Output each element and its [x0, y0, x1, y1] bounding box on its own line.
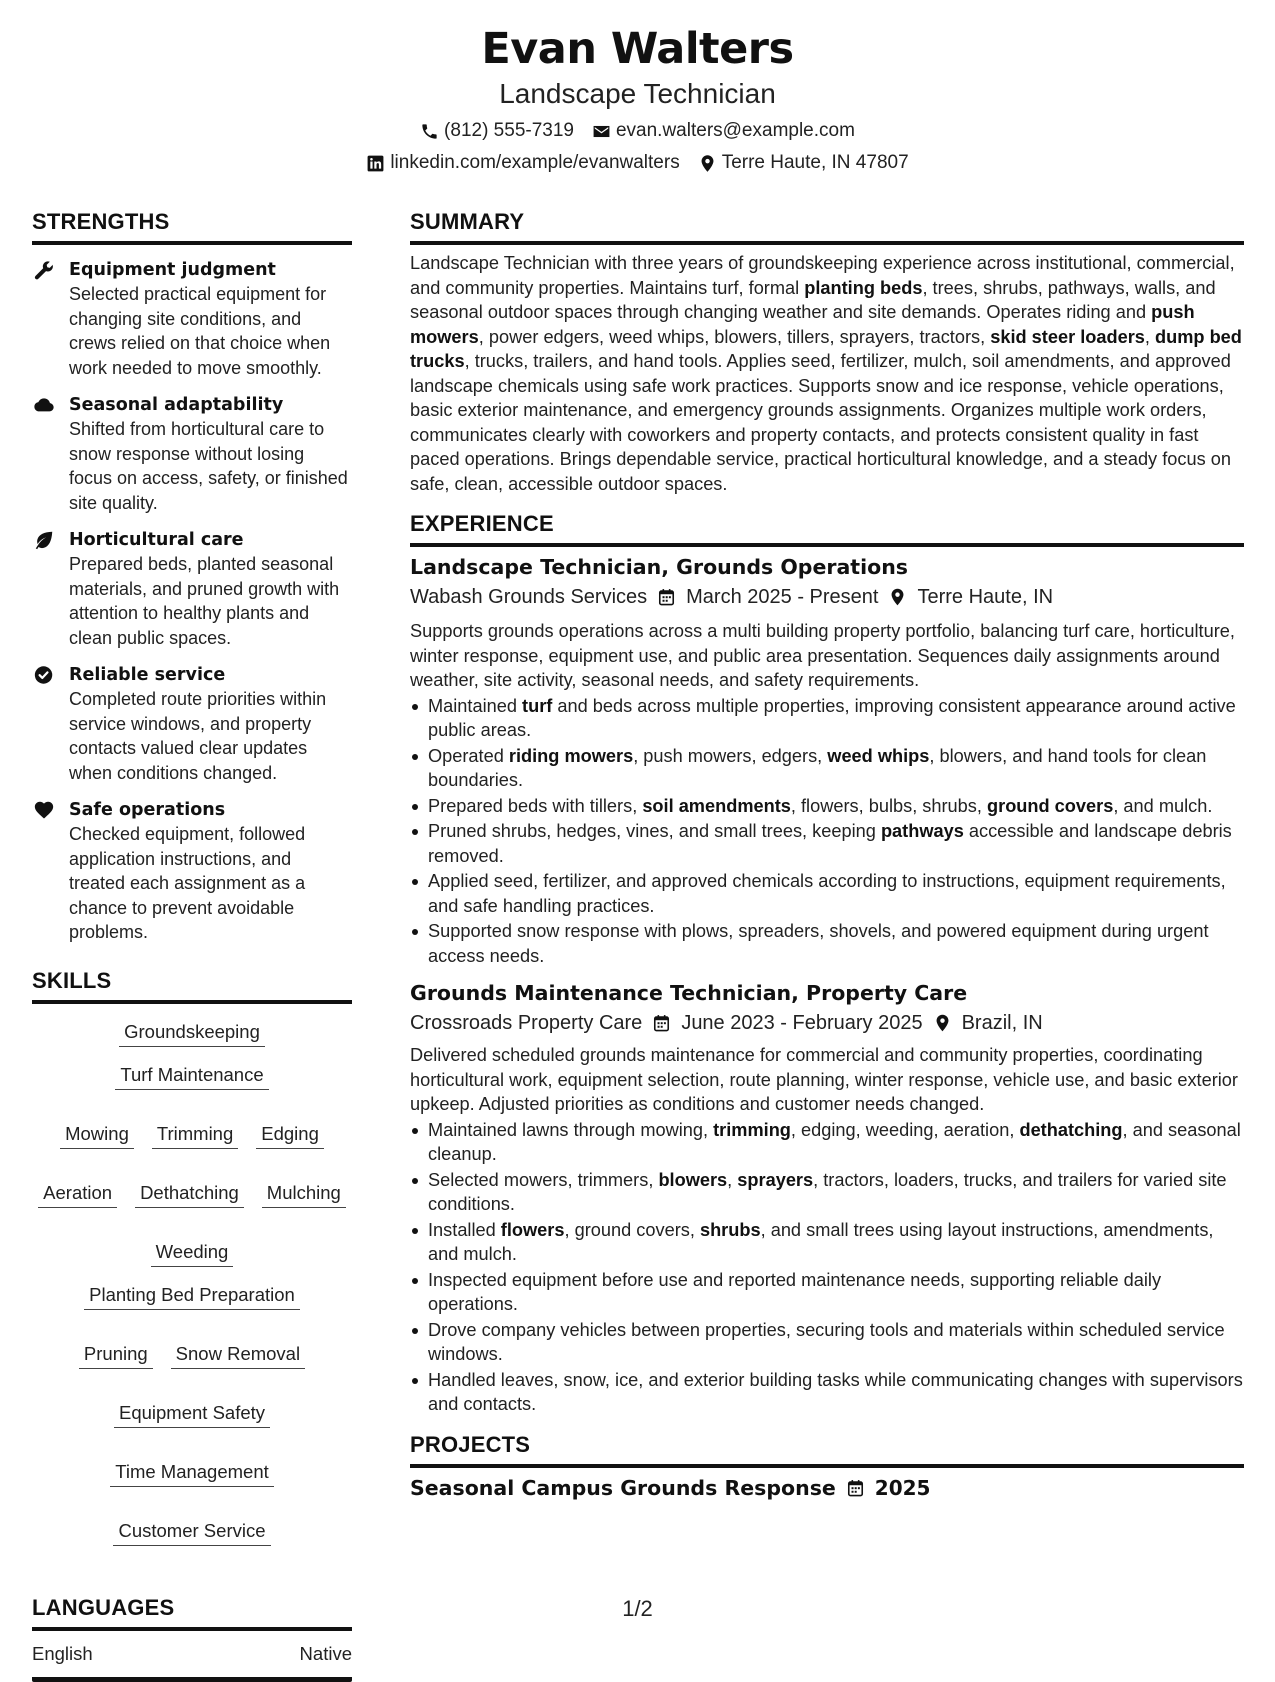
skill-tag: Snow Removal: [171, 1342, 305, 1369]
skill-tag: Pruning: [79, 1342, 153, 1369]
job-company: Wabash Grounds Services: [410, 586, 648, 608]
skill-tag: Mowing: [60, 1122, 134, 1149]
contact-row-2: [0, 151, 1275, 175]
map-pin-icon: [933, 1013, 952, 1033]
project-date: [846, 1474, 931, 1502]
job-bullet: Drove company vehicles between properties, securing tools and materials within scheduled service windows.: [410, 1318, 1244, 1367]
project-name: Seasonal Campus Grounds Response: [410, 1475, 836, 1500]
strength-body: [69, 663, 352, 785]
skills-list: [32, 1020, 352, 1546]
skill-tag: Groundskeeping: [119, 1020, 265, 1047]
strength-title: Reliable service: [69, 665, 226, 685]
job-location: [888, 583, 1053, 611]
phone-icon: [420, 122, 439, 141]
map-pin-icon: [888, 587, 907, 607]
job-bullet: Operated riding mowers, push mowers, edgers, weed whips, blowers, and hand tools for clean boundaries.: [410, 744, 1244, 793]
strength-desc: Completed route priorities within service windows, and property contacts valued clear updates when conditions changed.: [69, 689, 327, 783]
map-pin-icon: [698, 154, 717, 173]
calendar-icon: [652, 1013, 671, 1033]
location-contact: [698, 151, 909, 175]
job-dates-text: March 2025 - Present: [686, 586, 879, 608]
strength-item: [32, 528, 352, 650]
candidate-headline: Landscape Technician: [499, 78, 776, 109]
strengths-heading: STRENGTHS: [32, 208, 352, 245]
calendar-icon: [846, 1478, 865, 1498]
email-text: evan.walters@example.com: [615, 120, 855, 141]
job-bullet: Selected mowers, trimmers, blowers, sprayers, tractors, loaders, trucks, and trailers for varied site conditions.: [410, 1168, 1244, 1217]
envelope-icon: [592, 122, 611, 141]
strength-item: [32, 393, 352, 515]
project-year: 2025: [874, 1475, 931, 1500]
skill-tag: Turf Maintenance: [115, 1063, 268, 1090]
skills-heading: SKILLS: [32, 967, 352, 1004]
strength-desc: Prepared beds, planted seasonal materials, and pruned growth with attention to healthy plants and clean public spaces.: [69, 554, 340, 648]
job-dates-text: June 2023 - February 2025: [681, 1012, 923, 1034]
job-bullet: Prepared beds with tillers, soil amendments, flowers, bulbs, shrubs, ground covers, and mulch.: [410, 794, 1244, 819]
page-number: 1/2: [622, 1596, 653, 1621]
job-dates: [657, 583, 878, 611]
contact-row-1: [0, 119, 1275, 143]
strength-item: [32, 663, 352, 785]
job-title: Landscape Technician, Grounds Operations: [410, 555, 909, 579]
job-bullet: Inspected equipment before use and reported maintenance needs, supporting reliable daily operations.: [410, 1268, 1244, 1317]
resume-header: [0, 22, 1275, 175]
skills-section: [32, 967, 352, 1546]
skill-tag: Customer Service: [113, 1519, 270, 1546]
skill-tag: Trimming: [152, 1122, 238, 1149]
linkedin-contact[interactable]: [366, 151, 679, 175]
skill-tag: Dethatching: [135, 1181, 244, 1208]
job-company: Crossroads Property Care: [410, 1012, 643, 1034]
strengths-section: [32, 208, 352, 945]
left-column: [32, 208, 352, 1682]
job-meta: [410, 583, 1244, 611]
job-location-text: Terre Haute, IN: [917, 586, 1054, 608]
skill-tag: Weeding: [151, 1240, 234, 1267]
strength-title: Horticultural care: [69, 530, 244, 550]
phone-text: (812) 555-7319: [444, 120, 574, 141]
job-title: Grounds Maintenance Technician, Property Care: [410, 981, 968, 1005]
strength-item: [32, 798, 352, 945]
job-description: Supports grounds operations across a multi building property portfolio, balancing turf care, horticulture, winter response, equipment use, and public area presentation. Sequences daily assignments around weather, site activity, seasonal needs, and safety requirements.: [410, 621, 1235, 690]
language-level: Native: [299, 1642, 352, 1664]
skill-tag: Mulching: [262, 1181, 346, 1208]
skill-tag: Time Management: [110, 1460, 274, 1487]
experience-section: [410, 510, 1244, 1417]
strength-title: Equipment judgment: [69, 260, 276, 280]
language-name: English: [32, 1642, 93, 1664]
wrench-icon: [32, 259, 56, 281]
job-dates: [652, 1009, 922, 1037]
job-bullet: Maintained lawns through mowing, trimming, edging, weeding, aeration, dethatching, and seasonal cleanup.: [410, 1118, 1244, 1167]
job-bullet: Handled leaves, snow, ice, and exterior building tasks while communicating changes with supervisors and contacts.: [410, 1368, 1244, 1417]
location-text: Terre Haute, IN 47807: [721, 152, 909, 173]
project-entry: [410, 1474, 1244, 1502]
strength-title: Safe operations: [69, 800, 226, 820]
job-meta: [410, 1009, 1244, 1037]
strength-body: [69, 528, 352, 650]
job-location-text: Brazil, IN: [961, 1012, 1043, 1034]
job-bullet: Maintained turf and beds across multiple properties, improving consistent appearance around active public areas.: [410, 694, 1244, 743]
strength-body: [69, 258, 352, 380]
skill-tag: Equipment Safety: [114, 1401, 270, 1428]
language-row: [32, 1631, 352, 1682]
strength-item: [32, 258, 352, 380]
right-column: [410, 208, 1244, 1502]
skill-tag: Planting Bed Preparation: [84, 1283, 300, 1310]
linkedin-icon: [366, 154, 385, 173]
check-circle-icon: [32, 664, 56, 686]
strength-body: [69, 798, 352, 945]
job-bullet: Pruned shrubs, hedges, vines, and small trees, keeping pathways accessible and landscape debris removed.: [410, 819, 1244, 868]
summary-section: [410, 208, 1244, 496]
job-location: [933, 1009, 1043, 1037]
candidate-name: Evan Walters: [481, 24, 794, 74]
phone-contact[interactable]: [420, 119, 574, 143]
summary-text: Landscape Technician with three years of groundskeeping experience across institutional, commercial, and community properties. Maintains turf, formal planting beds, trees, shrubs, pathways, walls, and seasonal outdoor spaces through changing weather and site demands. Operates riding and push mowers, power edgers, weed whips, blowers, tillers, sprayers, tractors, skid steer loaders, dump bed trucks, trucks, trailers, and hand tools. Applies seed, fertilizer, mulch, soil amendments, and approved landscape chemicals using safe work practices. Supports snow and ice response, vehicle operations, basic exterior maintenance, and emergency grounds assignments. Organizes multiple work orders, communicates clearly with coworkers and property contacts, and protects consistent quality in fast paced operations. Brings dependable service, practical horticultural knowledge, and a steady focus on safe, clean, accessible outdoor spaces.: [410, 253, 1242, 494]
job-bullet: Applied seed, fertilizer, and approved chemicals according to instructions, equipment requirements, and safe handling practices.: [410, 869, 1244, 918]
job-description: Delivered scheduled grounds maintenance for commercial and community properties, coordinating horticultural work, equipment selection, route planning, winter response, vehicle use, and basic exterior upkeep. Adjusted priorities as conditions and customer needs changed.: [410, 1045, 1238, 1114]
languages-heading: LANGUAGES: [32, 1594, 352, 1631]
job-bullets: [410, 1118, 1244, 1417]
skill-tag: Aeration: [38, 1181, 117, 1208]
leaf-icon: [32, 529, 56, 551]
summary-heading: SUMMARY: [410, 208, 1244, 245]
job-entry: [410, 979, 1244, 1417]
projects-heading: PROJECTS: [410, 1431, 1244, 1468]
linkedin-text: linkedin.com/example/evanwalters: [390, 152, 680, 173]
job-bullet: Installed flowers, ground covers, shrubs, and small trees using layout instructions, amendments, and mulch.: [410, 1218, 1244, 1267]
job-bullet: Supported snow response with plows, spreaders, shovels, and powered equipment during urgent access needs.: [410, 919, 1244, 968]
job-bullets: [410, 694, 1244, 969]
skill-tag: Edging: [256, 1122, 324, 1149]
experience-heading: EXPERIENCE: [410, 510, 1244, 547]
heart-icon: [32, 799, 56, 821]
strength-desc: Shifted from horticultural care to snow response without losing focus on access, safety, or finished site quality.: [69, 419, 348, 513]
cloud-icon: [32, 394, 56, 416]
email-contact[interactable]: [592, 119, 855, 143]
strength-desc: Selected practical equipment for changing site conditions, and crews relied on that choice when work needed to move smoothly.: [69, 284, 331, 378]
calendar-icon: [657, 587, 676, 607]
job-entry: [410, 553, 1244, 968]
strength-desc: Checked equipment, followed application instructions, and treated each assignment as a chance to prevent avoidable problems.: [69, 824, 306, 942]
strength-title: Seasonal adaptability: [69, 395, 284, 415]
projects-section: [410, 1431, 1244, 1502]
strength-body: [69, 393, 352, 515]
